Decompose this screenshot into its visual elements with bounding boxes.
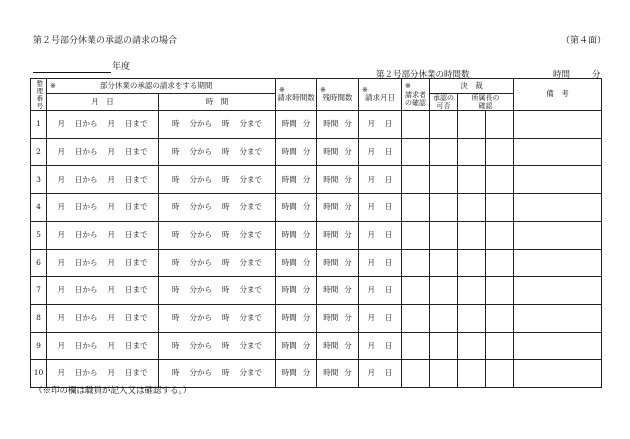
approval-cell[interactable] — [430, 277, 458, 305]
head-confirm-cell[interactable] — [458, 249, 486, 277]
approval-cell[interactable] — [430, 221, 458, 249]
head-confirm-cell-2[interactable] — [486, 138, 514, 166]
head-confirm-cell-2[interactable] — [486, 304, 514, 332]
head-confirm-cell[interactable] — [458, 332, 486, 360]
table-row — [31, 332, 602, 360]
row-number: 10 — [31, 360, 47, 388]
date-range-cell[interactable]: 月 日から 月 日まで — [47, 221, 159, 249]
time-range-cell[interactable]: 時 分から 時 分まで — [159, 332, 276, 360]
head-confirm-cell-2[interactable] — [486, 194, 514, 222]
time-range-cell[interactable]: 時 分から 時 分まで — [159, 194, 276, 222]
requested-hours-cell[interactable]: 時間 分 — [276, 360, 317, 388]
requester-confirm-cell[interactable] — [402, 111, 430, 139]
time-range-cell[interactable]: 時 分から 時 分まで — [159, 221, 276, 249]
approval-cell[interactable] — [430, 111, 458, 139]
requester-confirm-cell[interactable] — [402, 304, 430, 332]
head-confirm-cell[interactable] — [458, 194, 486, 222]
remaining-hours-cell[interactable]: 時間 分 — [317, 221, 359, 249]
table-row — [31, 304, 602, 332]
request-date-cell[interactable]: 月 日 — [359, 332, 402, 360]
remaining-hours-cell[interactable]: 時間 分 — [317, 332, 359, 360]
table-row — [31, 111, 602, 139]
remaining-hours-cell[interactable]: 時間 分 — [317, 304, 359, 332]
date-range-cell[interactable]: 月 日から 月 日まで — [47, 277, 159, 305]
requested-hours-cell[interactable]: 時間 分 — [276, 194, 317, 222]
request-date-cell[interactable]: 月 日 — [359, 194, 402, 222]
table-row — [31, 221, 602, 249]
year-label: 年度 — [112, 62, 131, 72]
date-range-cell[interactable]: 月 日から 月 日まで — [47, 332, 159, 360]
remarks-cell[interactable] — [514, 194, 602, 222]
form-title: 第２号部分休業の承認の請求の場合 — [33, 36, 178, 46]
head-confirm-cell[interactable] — [458, 304, 486, 332]
head-confirm-cell-2[interactable] — [486, 166, 514, 194]
table-row — [31, 277, 602, 305]
col-number-header: 整理番号 — [31, 79, 47, 111]
head-confirm-cell[interactable] — [458, 277, 486, 305]
requested-hours-cell[interactable]: 時間 分 — [276, 138, 317, 166]
date-range-cell[interactable]: 月 日から 月 日まで — [47, 194, 159, 222]
requester-confirm-cell[interactable] — [402, 360, 430, 388]
remaining-hours-cell[interactable]: 時間 分 — [317, 360, 359, 388]
requester-confirm-cell[interactable] — [402, 166, 430, 194]
date-range-cell[interactable]: 月 日から 月 日まで — [47, 304, 159, 332]
row-number: 5 — [31, 221, 47, 249]
time-range-cell[interactable]: 時 分から 時 分まで — [159, 111, 276, 139]
date-range-cell[interactable]: 月 日から 月 日まで — [47, 111, 159, 139]
date-range-cell[interactable]: 月 日から 月 日まで — [47, 166, 159, 194]
head-confirm-cell[interactable] — [458, 360, 486, 388]
request-date-header: ※ 請求月日 — [359, 79, 402, 111]
requester-confirm-cell[interactable] — [402, 277, 430, 305]
mark: ※ — [50, 81, 56, 90]
request-date-cell[interactable]: 月 日 — [359, 111, 402, 139]
head-confirm-cell[interactable] — [458, 166, 486, 194]
decision-header: 決 裁 — [430, 79, 514, 94]
row-number: 4 — [31, 194, 47, 222]
time-range-cell[interactable]: 時 分から 時 分まで — [159, 138, 276, 166]
request-date-cell[interactable]: 月 日 — [359, 277, 402, 305]
head-confirm-cell[interactable] — [458, 221, 486, 249]
requested-hours-cell[interactable]: 時間 分 — [276, 111, 317, 139]
month-day-header: 月 日 — [47, 94, 159, 111]
remarks-cell[interactable] — [514, 111, 602, 139]
remarks-cell[interactable] — [514, 360, 602, 388]
request-date-cell[interactable]: 月 日 — [359, 166, 402, 194]
approval-cell[interactable] — [430, 249, 458, 277]
request-date-cell[interactable]: 月 日 — [359, 360, 402, 388]
head-confirm-cell[interactable] — [458, 111, 486, 139]
requested-hours-cell[interactable]: 時間 分 — [276, 332, 317, 360]
date-range-cell[interactable]: 月 日から 月 日まで — [47, 360, 159, 388]
hours-label: 第２号部分休業の時間数 — [376, 70, 470, 80]
remarks-cell[interactable] — [514, 304, 602, 332]
page-label: （第４面） — [560, 36, 606, 46]
table-row — [31, 249, 602, 277]
date-range-cell[interactable]: 月 日から 月 日まで — [47, 249, 159, 277]
requested-hours-cell[interactable]: 時間 分 — [276, 277, 317, 305]
request-date-cell[interactable]: 月 日 — [359, 249, 402, 277]
requester-confirm-header: ※ 請求者の確認 — [402, 79, 430, 111]
requester-confirm-cell[interactable] — [402, 249, 430, 277]
approval-cell[interactable] — [430, 332, 458, 360]
remaining-hours-cell[interactable]: 時間 分 — [317, 249, 359, 277]
time-range-cell[interactable]: 時 分から 時 分まで — [159, 360, 276, 388]
requested-hours-cell[interactable]: 時間 分 — [276, 166, 317, 194]
requester-confirm-cell[interactable] — [402, 332, 430, 360]
approval-cell[interactable] — [430, 166, 458, 194]
remarks-cell[interactable] — [514, 138, 602, 166]
row-number: 2 — [31, 138, 47, 166]
request-date-cell[interactable]: 月 日 — [359, 221, 402, 249]
time-range-cell[interactable]: 時 分から 時 分まで — [159, 249, 276, 277]
year-underline — [33, 62, 111, 73]
requester-confirm-cell[interactable] — [402, 221, 430, 249]
table-row — [31, 194, 602, 222]
approval-cell[interactable] — [430, 138, 458, 166]
footer-note: （※印の欄は職員が記入又は確認する。） — [34, 386, 192, 396]
row-number: 6 — [31, 249, 47, 277]
requester-confirm-cell[interactable] — [402, 194, 430, 222]
approval-cell[interactable] — [430, 194, 458, 222]
requested-hours-cell[interactable]: 時間 分 — [276, 304, 317, 332]
request-date-cell[interactable]: 月 日 — [359, 304, 402, 332]
remarks-cell[interactable] — [514, 249, 602, 277]
request-date-cell[interactable]: 月 日 — [359, 138, 402, 166]
date-range-cell[interactable]: 月 日から 月 日まで — [47, 138, 159, 166]
request-period-header: ※ 部分休業の承認の請求をする期間 — [47, 79, 276, 94]
approval-header: 承認の可否 — [430, 94, 458, 111]
time-range-cell[interactable]: 時 分から 時 分まで — [159, 166, 276, 194]
row-number: 7 — [31, 277, 47, 305]
remaining-hours-cell[interactable]: 時間 分 — [317, 111, 359, 139]
remarks-header: 備 考 — [514, 79, 602, 111]
head-confirm-cell-2[interactable] — [486, 221, 514, 249]
time-header: 時 間 — [159, 94, 276, 111]
approval-cell[interactable] — [430, 360, 458, 388]
remaining-hours-cell[interactable]: 時間 分 — [317, 194, 359, 222]
requested-hours-cell[interactable]: 時間 分 — [276, 249, 317, 277]
approval-cell[interactable] — [430, 304, 458, 332]
hours-unit: 時間 — [553, 70, 571, 80]
remarks-cell[interactable] — [514, 277, 602, 305]
minutes-unit: 分 — [592, 70, 601, 80]
table-row — [31, 138, 602, 166]
remaining-hours-cell[interactable]: 時間 分 — [317, 166, 359, 194]
head-confirm-cell-2[interactable] — [486, 249, 514, 277]
row-number: 1 — [31, 111, 47, 139]
time-range-cell[interactable]: 時 分から 時 分まで — [159, 304, 276, 332]
head-confirm-header: 所属長の確認 — [458, 94, 514, 111]
time-range-cell[interactable]: 時 分から 時 分まで — [159, 277, 276, 305]
head-confirm-cell-2[interactable] — [486, 277, 514, 305]
remarks-cell[interactable] — [514, 221, 602, 249]
remarks-cell[interactable] — [514, 332, 602, 360]
request-table — [30, 78, 602, 388]
requested-hours-header: ※ 請求時間数 — [276, 79, 317, 111]
head-confirm-cell-2[interactable] — [486, 111, 514, 139]
head-confirm-cell-2[interactable] — [486, 332, 514, 360]
remaining-hours-cell[interactable]: 時間 分 — [317, 277, 359, 305]
row-number: 3 — [31, 166, 47, 194]
requested-hours-cell[interactable]: 時間 分 — [276, 221, 317, 249]
remaining-hours-header: ※ 残時間数 — [317, 79, 359, 111]
remaining-hours-cell[interactable]: 時間 分 — [317, 138, 359, 166]
head-confirm-cell-2[interactable] — [486, 360, 514, 388]
row-number: 9 — [31, 332, 47, 360]
head-confirm-cell[interactable] — [458, 138, 486, 166]
row-number: 8 — [31, 304, 47, 332]
table-row — [31, 166, 602, 194]
remarks-cell[interactable] — [514, 166, 602, 194]
requester-confirm-cell[interactable] — [402, 138, 430, 166]
